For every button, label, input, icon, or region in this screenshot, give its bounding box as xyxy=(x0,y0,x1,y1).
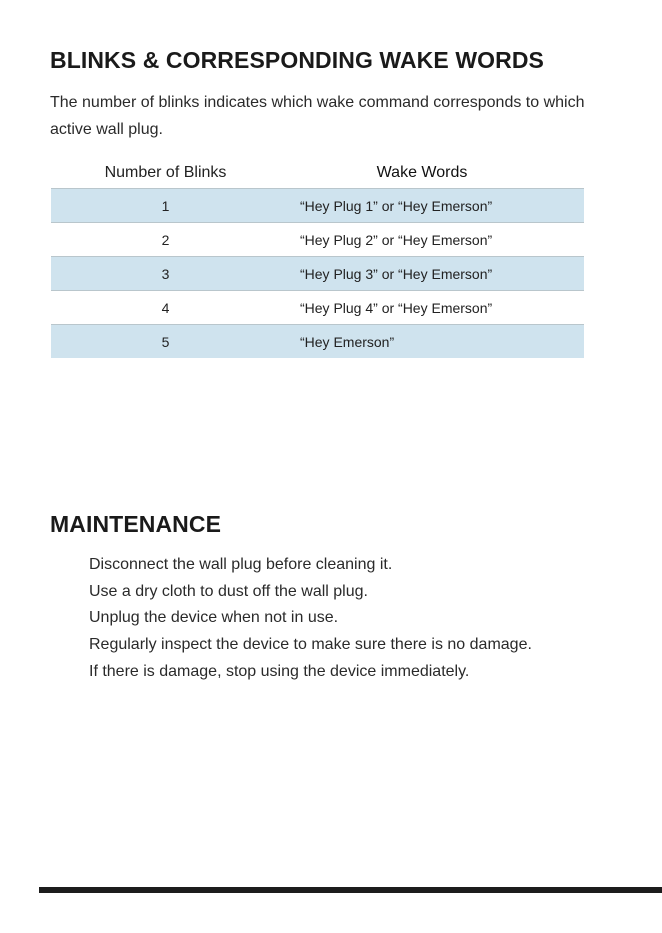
wake-words: “Hey Plug 2” or “Hey Emerson” xyxy=(300,231,493,248)
wake-words: “Hey Plug 4” or “Hey Emerson” xyxy=(300,299,493,316)
footer-divider xyxy=(39,887,662,893)
list-item: Disconnect the wall plug before cleaning it. xyxy=(89,556,393,573)
table-row xyxy=(51,256,584,290)
blink-count: 1 xyxy=(161,197,170,214)
blink-count: 3 xyxy=(161,265,170,282)
maintenance-list xyxy=(89,552,532,686)
table-row xyxy=(51,290,584,324)
table-row xyxy=(51,222,584,256)
wake-words: “Hey Plug 3” or “Hey Emerson” xyxy=(300,265,493,282)
blink-count: 4 xyxy=(161,299,170,316)
blink-count: 5 xyxy=(161,333,170,350)
wake-words: “Hey Emerson” xyxy=(300,333,395,350)
table-row xyxy=(51,188,584,222)
list-item: If there is damage, stop using the device immediately. xyxy=(89,662,470,680)
list-item: Regularly inspect the device to make sure there is no damage. xyxy=(89,636,532,654)
header-number-of-blinks: Number of Blinks xyxy=(104,164,227,181)
header-wake-words: Wake Words xyxy=(376,164,468,181)
blinks-wake-words-table xyxy=(51,158,584,358)
blinks-intro-text: The number of blinks indicates which wake command corresponds to which active wall plug. xyxy=(50,94,585,138)
blink-count: 2 xyxy=(161,231,170,248)
list-item: Use a dry cloth to dust off the wall plug. xyxy=(89,582,368,600)
table-row xyxy=(51,324,584,358)
wake-words: “Hey Plug 1” or “Hey Emerson” xyxy=(300,197,493,214)
maintenance-heading: MAINTENANCE xyxy=(50,511,222,537)
blinks-heading: BLINKS & CORRESPONDING WAKE WORDS xyxy=(50,47,544,73)
list-item: Unplug the device when not in use. xyxy=(89,609,339,627)
table-header-row xyxy=(51,158,584,188)
